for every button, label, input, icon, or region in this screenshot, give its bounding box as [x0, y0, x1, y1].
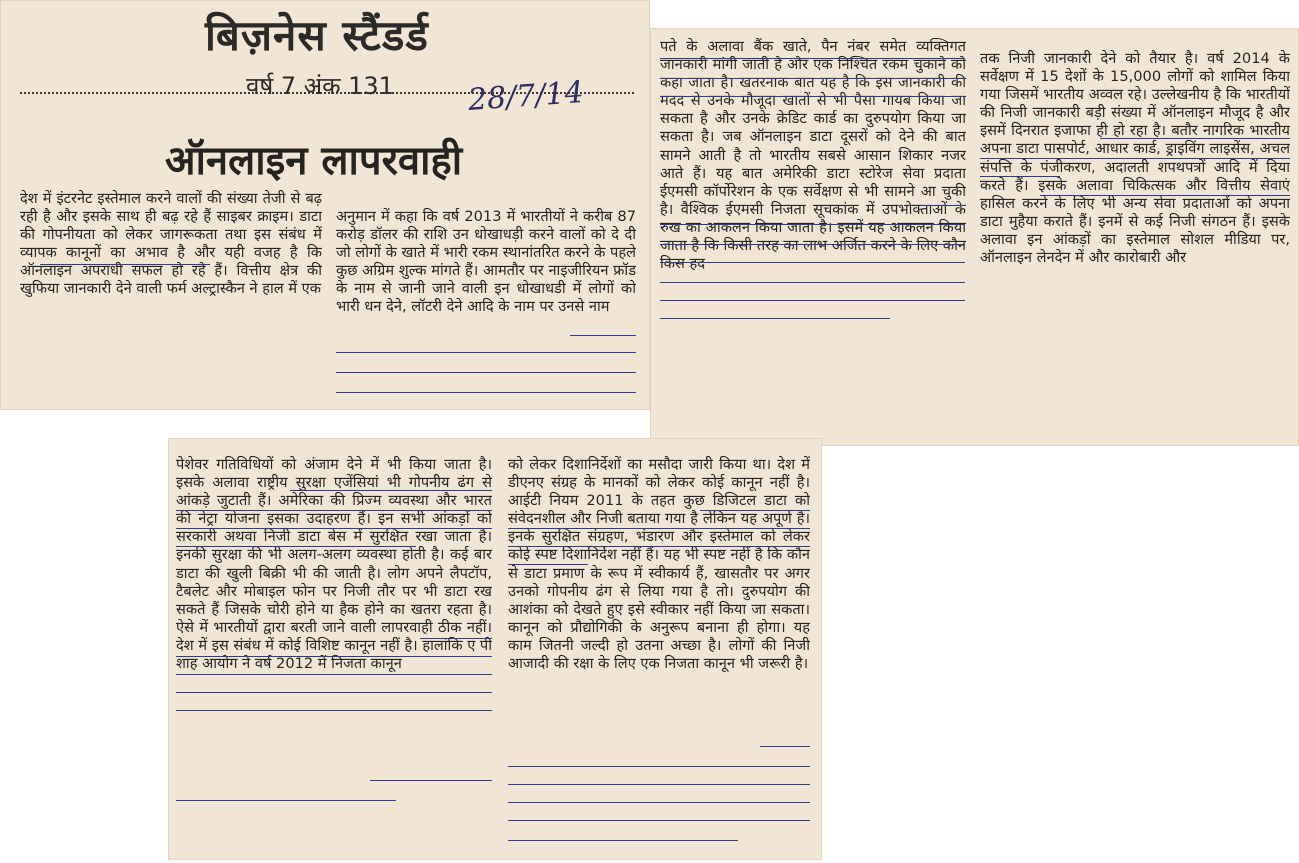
ink-underline — [760, 746, 810, 747]
ink-underline — [660, 318, 890, 319]
column-2-text: अनुमान में कहा कि वर्ष 2013 में भारतीयों ने करीब 87 करोड़ डॉलर की राशि उन धोखाधड़ी करने वालों को दे दी जो लोगों के खाते में भारी रकम स्थानांतरित करने के पहले कुछ अग्रिम शुल्क मांगते हैं। आमतौर पर नाइजीरियन फ्रॉड के नाम से जानी जाने वाली इन धोखाधडी में लोगों को भारी धन देने, लॉटरी देने आदि के नाम पर उनसे नाम — [336, 208, 636, 316]
ink-underline — [660, 78, 965, 79]
ink-underline — [176, 510, 492, 511]
column-1-text: देश में इंटरनेट इस्तेमाल करने वालों की संख्या तेजी से बढ़ रही है और इसके साथ ही बढ़ रहे हैं साइबर क्राइम। डाटा की गोपनीयता को लेकर जागरूकता तथा इस संबंध में व्यापक कानूनों का अभाव है और यही वजह है कि ऑनलाइन अपराधी सफल हो रहे हैं। वित्तीय क्षेत्र की खुफिया जानकारी देने वाली फर्म अल्ट्रास्कैन ने हाल में एक — [20, 190, 322, 298]
ink-underline — [176, 692, 492, 693]
ink-underline — [508, 766, 810, 767]
ink-underline — [336, 372, 636, 373]
ink-underline — [660, 262, 965, 263]
handwritten-date: 28/7/14 — [466, 75, 585, 118]
ink-underline — [336, 392, 636, 393]
ink-underline — [290, 490, 492, 491]
ink-underline — [980, 158, 1290, 159]
ink-underline — [508, 564, 588, 565]
ink-underline — [660, 224, 965, 225]
ink-underline — [40, 264, 210, 265]
ink-underline — [508, 802, 810, 803]
ink-underline — [660, 282, 965, 283]
ink-underline — [508, 546, 810, 547]
ink-underline — [336, 352, 636, 353]
ink-underline — [508, 784, 810, 785]
ink-underline — [176, 546, 416, 547]
ink-underline — [176, 710, 492, 711]
column-4-text: तक निजी जानकारी देने को तैयार है। वर्ष 2014 के सर्वेक्षण में 15 देशों के 15,000 लोगों को शामिल किया गया जिसमें भारतीय अव्वल रहे। उल्लेखनीय है कि भारतीयों की निजी जानकारी बड़ी संख्या में ऑनलाइन मौजूद है और इसमें दिनरात इजाफा ही हो रहा है। बतौर नागरिक भारतीय अपना डाटा पासपोर्ट, आधार कार्ड, ड्राइविंग लाइसेंस, अचल संपत्ति के पंजीकरण, अदालती शपथपत्रों आदि में दिया करते हैं। इसके अलावा चिकित्सक और वित्तीय सेवाएं हासिल करने के लिए भी अन्य सेवा प्रदाताओं को अपना डाटा मुहैया कराते हैं। इनमें से कई निजी संगठन हैं। इसके अलावा इन आंकड़ों का इस्तेमाल सोशल मीडिया पर, ऑनलाइन लेनदेन में और कारोबारी और — [980, 50, 1290, 267]
ink-underline — [1040, 195, 1290, 196]
ink-underline — [1100, 138, 1290, 139]
article-column-1 — [20, 190, 322, 405]
article-column-4 — [980, 50, 1290, 445]
ink-underline — [176, 800, 396, 801]
ink-underline — [920, 205, 966, 206]
newspaper-masthead: बिज़नेस स्टैंडर्ड — [205, 11, 429, 60]
article-column-6 — [508, 456, 810, 856]
issue-number: वर्ष 7 अंक 131 — [246, 72, 394, 100]
ink-underline — [700, 510, 810, 511]
ink-underline — [660, 244, 965, 245]
ink-underline — [508, 528, 810, 529]
ink-underline — [508, 820, 810, 821]
ink-underline — [420, 638, 492, 639]
article-column-2 — [336, 208, 636, 408]
ink-underline — [176, 528, 492, 529]
article-headline: ऑनलाइन लापरवाही — [165, 137, 463, 184]
column-3-text: पते के अलावा बैंक खाते, पैन नंबर समेत व्यक्तिगत जानकारी मांगी जाती है और एक निश्चित रकम चुकाने को कहा जाता है। खतरनाक बात यह है कि इस जानकारी की मदद से उनके मौजूदा खातों से भी पैसा गायब किया जा सकता है और उनके क्रेडिट कार्ड का दुरुपयोग किया जा सकता है। जब ऑनलाइन डाटा दूसरों को देने की बात सामने आती है तो भारतीय सबसे आसान शिकार नजर आते हैं। यह बात अमेरिकी डाटा स्टोरेज सेवा प्रदाता ईएमसी कॉर्पोरेशन के एक सर्वेक्षण से भी सामने आ चुकी है। वैश्विक ईएमसी निजता सूचकांक में उपभोक्ताओं के रुख का आकलन किया जाता है। इसमें यह आकलन किया जाता है कि किसी तरह का लाभ अर्जित करने के लिए कौन किस हद — [660, 38, 966, 273]
ink-underline — [660, 300, 965, 301]
ink-underline — [980, 176, 1060, 177]
ink-underline — [508, 840, 738, 841]
ink-underline — [176, 674, 492, 675]
article-column-3 — [660, 38, 966, 433]
column-5-text: पेशेवर गतिविधियों को अंजाम देने में भी किया जाता है। इसके अलावा राष्ट्रीय सुरक्षा एजेंसियां भी गोपनीय ढंग से आंकड़े जुटाती हैं। अमेरिका की प्रिज्म व्यवस्था और भारत की नेट्रा योजना इसका उदाहरण हैं। इन सभी आंकड़ों को सरकारी अथवा निजी डाटा बेस में सुरक्षित रखा जाता है। इनकी सुरक्षा की भी अलग-अलग व्यवस्था होती है। कई बार डाटा की खुली बिक्री भी की जाती है। लोग अपने लैपटॉप, टैबलेट और मोबाइल फोन पर निजी तौर पर भी डाटा रख सकते हैं जिसके चोरी होने या हैक होने का खतरा रहता है। ऐसे में भारतीयों द्वारा बरती जाने वाली लापरवाही ठीक नहीं। देश में इस संबंध में कोई विशिष्ट कानून नहीं है। हालांकि ए पी शाह आयोग ने वर्ष 2012 में निजता कानून — [176, 456, 492, 673]
ink-underline — [570, 335, 636, 336]
ink-underline — [176, 656, 492, 657]
column-6-text: को लेकर दिशानिर्देशों का मसौदा जारी किया था। देश में डीएनए संग्रह के मानकों को लेकर कोई कानून नहीं है। आईटी नियम 2011 के तहत कुछ डिजिटल डाटा को संवेदनशील और निजी बताया गया है लेकिन यह अपूर्ण है। इनके सुरक्षित संग्रहण, भंडारण और इस्तेमाल को लेकर कोई स्पष्ट दिशानिर्देश नहीं हैं। यह भी स्पष्ट नहीं है कि कौन से डाटा प्रमाण के रूप में स्वीकार्य हैं, खासतौर पर अगर उनको गोपनीय ढंग से लिया गया है तो। दुरुपयोग की आशंका को देखते हुए इसे स्वीकार नहीं किया जा सकता। कानून को प्रौद्योगिकी के अनुरूप बनाना ही होगा। यह काम जितनी जल्दी हो उतना अच्छा है। लोगों की निजी आजादी की रक्षा के लिए एक निजता कानून भी जरूरी है। — [508, 456, 810, 673]
ink-underline — [660, 96, 965, 97]
ink-underline — [370, 780, 492, 781]
ink-underline — [660, 58, 965, 59]
